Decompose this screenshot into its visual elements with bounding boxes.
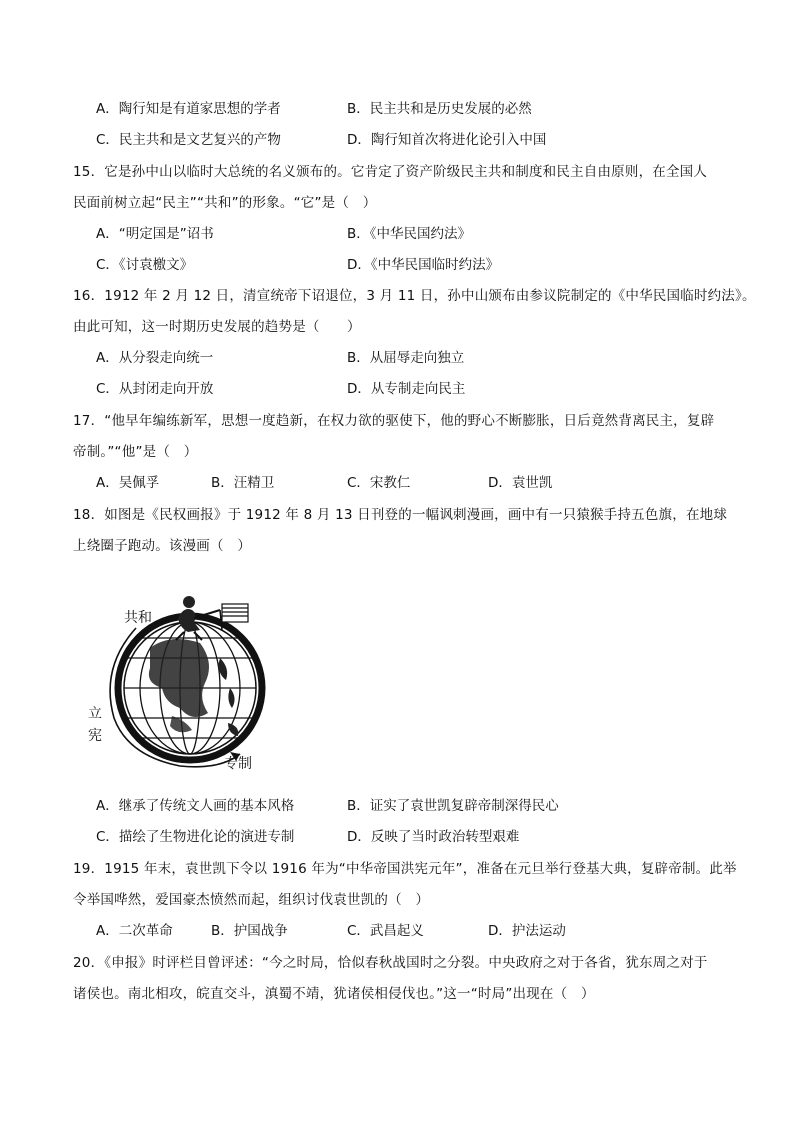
- q18-option-d: D．反映了当时政治转型艰难: [347, 829, 520, 845]
- q15-option-c: C．《讨袁檄文》: [96, 257, 194, 273]
- q19-stem-line-2: 令举国哗然，爱国豪杰愤然而起，组织讨伐袁世凯的（ ）: [73, 892, 430, 908]
- q14-option-a: A．陶行知是有道家思想的学者: [96, 101, 281, 117]
- q16-option-b: B．从屈辱走向独立: [347, 350, 465, 366]
- q17-option-c: C．宋教仁: [347, 475, 411, 491]
- globe-cartoon: [80, 588, 280, 778]
- label-zhuanzhi: 专制: [224, 756, 252, 772]
- q16-stem-line-1: 16．1912 年 2 月 12 日，清宣统帝下诏退位，3 月 11 日，孙中山颁布由参议院制定的《中华民国临时约法》。: [73, 288, 756, 304]
- q14-option-d: D．陶行知首次将进化论引入中国: [347, 132, 547, 148]
- q17-option-d: D．袁世凯: [488, 475, 553, 491]
- q16-option-c: C．从封闭走向开放: [96, 381, 214, 397]
- q15-stem-line-1: 15．它是孙中山以临时大总统的名义颁布的。它肯定了资产阶级民主共和制度和民主自由原则，在全国人: [73, 164, 708, 180]
- q19-option-b: B．护国战争: [211, 923, 288, 939]
- q19-stem-line-1: 19．1915 年末，袁世凯下令以 1916 年为“中华帝国洪宪元年”，准备在元旦举行登基大典，复辟帝制。此举: [73, 861, 737, 877]
- label-li: 立: [88, 706, 102, 722]
- globe-illustration: [118, 616, 262, 760]
- q19-option-c: C．武昌起义: [347, 923, 424, 939]
- q20-stem-line-2: 诸侯也。南北相攻，皖直交斗，滇蜀不靖，犹诸侯相侵伐也。”这一“时局”出现在（ ）: [73, 986, 595, 1002]
- q18-stem-line-2: 上绕圈子跑动。该漫画（ ）: [73, 538, 252, 554]
- q15-option-b: B．《中华民国约法》: [347, 226, 472, 242]
- q15-option-d: D．《中华民国临时约法》: [347, 257, 500, 273]
- q18-option-b: B．证实了袁世凯复辟帝制深得民心: [347, 798, 559, 814]
- label-gonghe: 共和: [124, 610, 152, 626]
- q17-stem-line-1: 17．“他早年编练新军，思想一度趋新，在权力欲的驱使下，他的野心不断膨胀，日后竟然背离民主，复辟: [73, 413, 715, 429]
- q16-option-d: D．从专制走向民主: [347, 381, 466, 397]
- q18-stem-line-1: 18．如图是《民权画报》于 1912 年 8 月 13 日刊登的一幅讽刺漫画，画中有一只猿猴手持五色旗，在地球: [73, 507, 728, 523]
- q15-stem-line-2: 民面前树立起“民主”“共和”的形象。“它”是（ ）: [73, 195, 377, 211]
- label-xian: 宪: [88, 728, 102, 744]
- q17-option-a: A．吴佩孚: [96, 475, 160, 491]
- q18-option-c: C．描绘了生物进化论的演进专制: [96, 829, 295, 845]
- q19-option-a: A．二次革命: [96, 923, 173, 939]
- q15-option-a: A．“明定国是”诏书: [96, 226, 214, 242]
- q16-option-a: A．从分裂走向统一: [96, 350, 214, 366]
- q18-option-a: A．继承了传统文人画的基本风格: [96, 798, 295, 814]
- q19-option-d: D．护法运动: [488, 923, 566, 939]
- q14-option-c: C．民主共和是文艺复兴的产物: [96, 132, 281, 148]
- q20-stem-line-1: 20．《申报》时评栏目曾评述：“今之时局，恰似春秋战国时之分裂。中央政府之对于各省，犹东周之对于: [73, 955, 708, 971]
- q17-option-b: B．汪精卫: [211, 475, 275, 491]
- q16-stem-line-2: 由此可知，这一时期历史发展的趋势是（ ）: [73, 319, 361, 335]
- q17-stem-line-2: 帝制。”“他”是（ ）: [73, 444, 198, 460]
- q14-option-b: B．民主共和是历史发展的必然: [347, 101, 532, 117]
- satirical-cartoon-figure: [80, 588, 280, 778]
